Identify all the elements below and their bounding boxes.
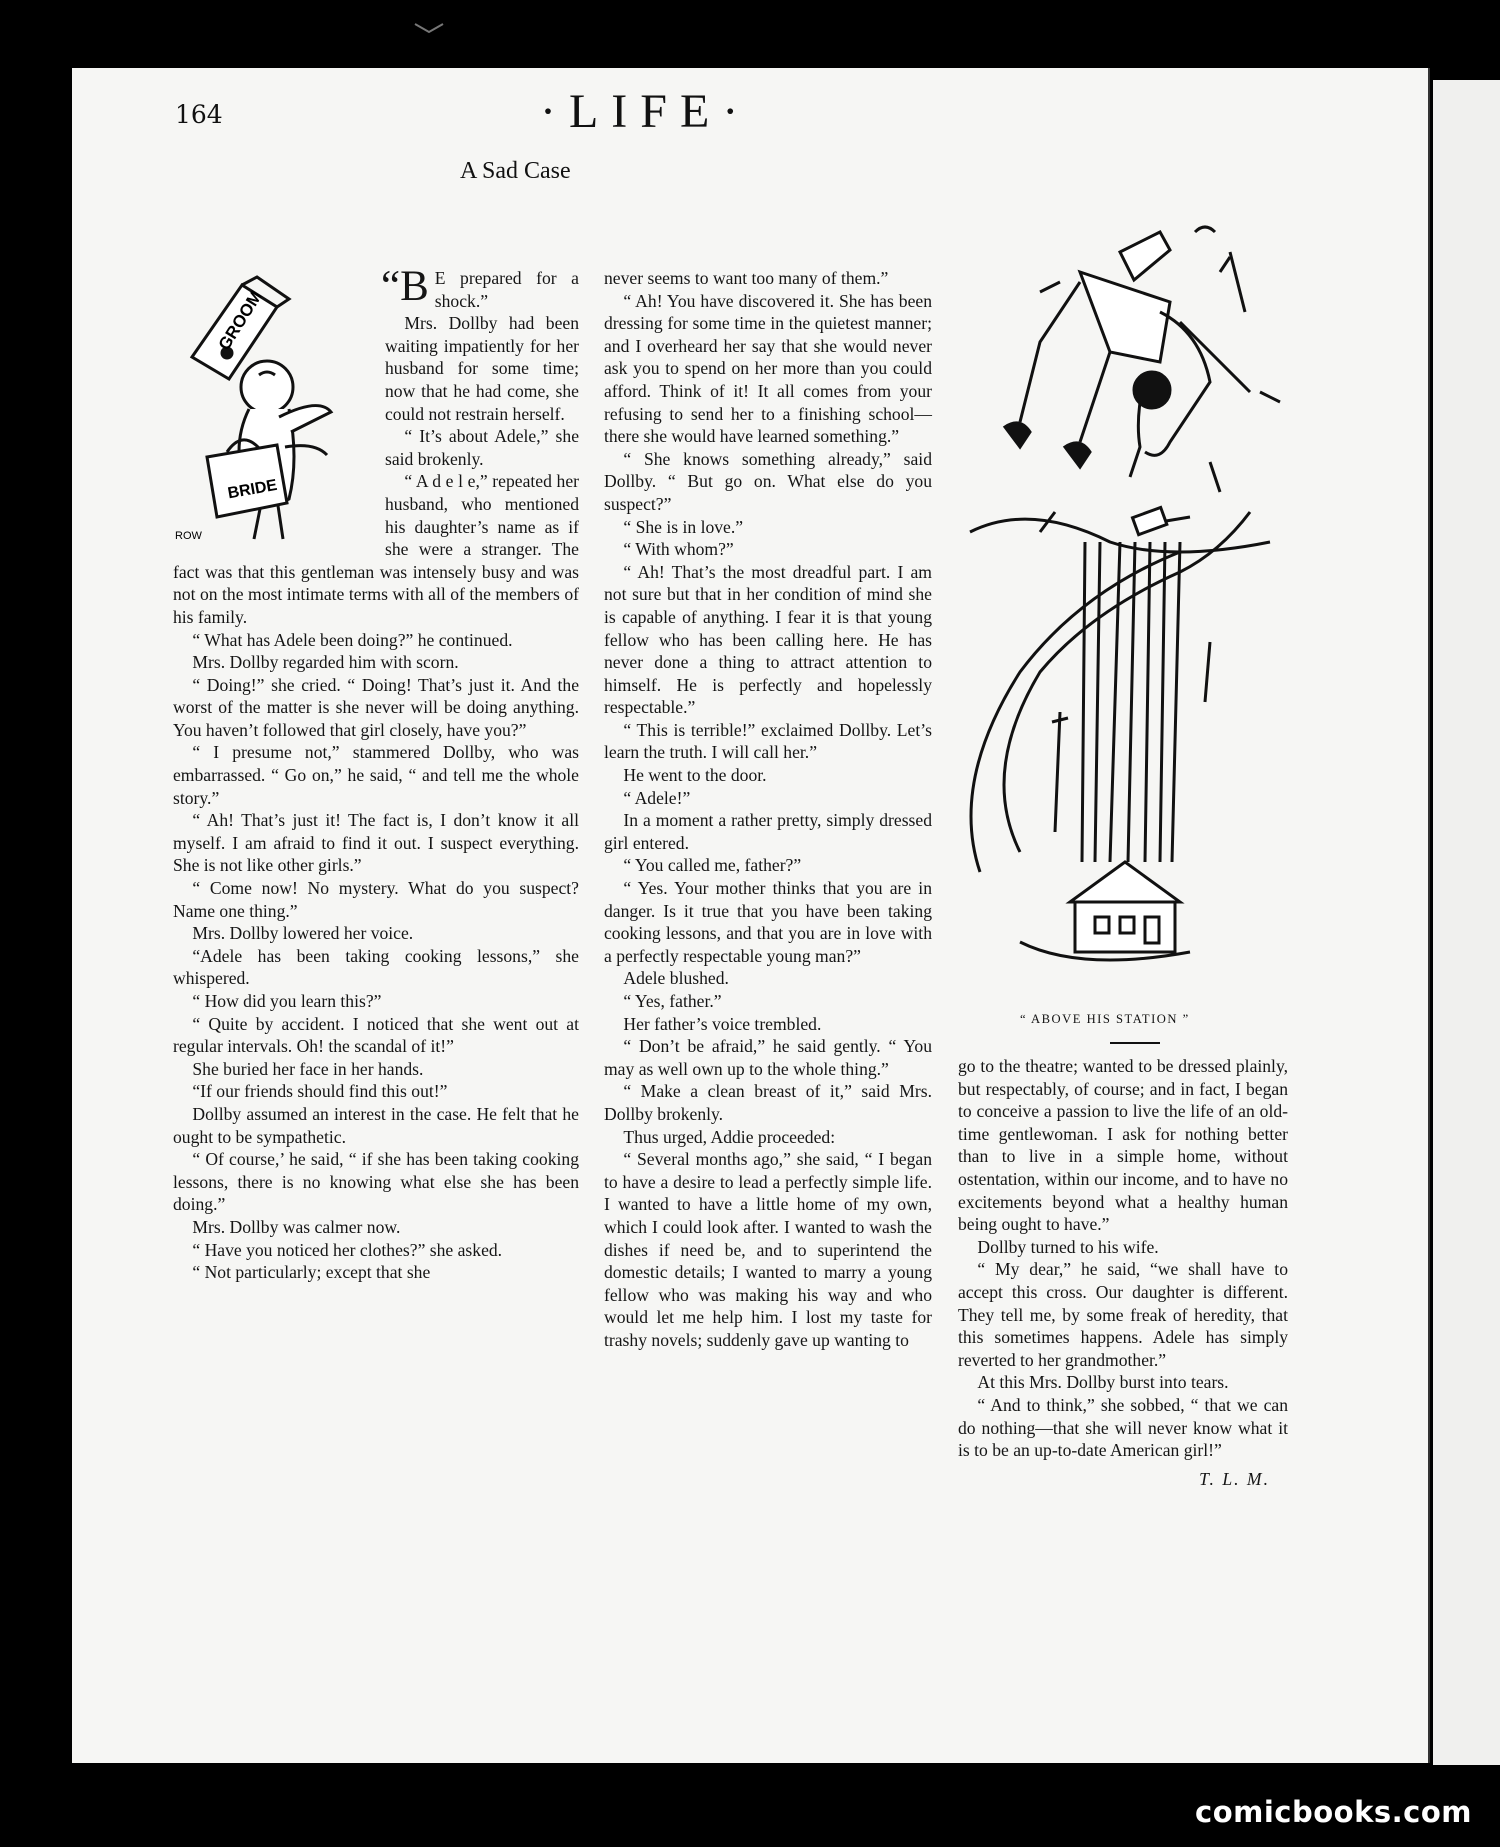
paragraph: “ Yes. Your mother thinks that you are in danger. Is it true that you have been taking cooking lessons, and that you are in love with a perfectly respectable young man?” — [604, 878, 932, 966]
paragraph: “ Adele!” — [623, 787, 691, 808]
paragraph: “ And to think,” she sobbed, “ that we can do nothing—that she will never know what it is to be an up-to-date American girl!” — [958, 1394, 1288, 1461]
paragraph: “Adele has been taking cooking lessons,” she whispered. — [173, 945, 579, 989]
paragraph: “ I presume not,” stammered Dollby, who was embarrassed. “ Go on,” he said, “ and tell me the whole story.” — [173, 742, 579, 808]
paragraph: “ This is terrible!” exclaimed Dollby. Let’s learn the truth. I will call her.” — [604, 719, 932, 763]
paragraph: “ Ah! That’s just it! The fact is, I don’t know it all myself. I am afraid to find it out. I suspect everything. She is not like other girls.” — [173, 810, 579, 876]
paragraph: Dollby turned to his wife. — [977, 1236, 1159, 1257]
masthead: ·LIFE· — [540, 85, 752, 138]
paragraph: “ Not particularly; except that she — [192, 1262, 431, 1283]
article-column-3 — [958, 1055, 1288, 1490]
above-his-station-cartoon — [960, 212, 1290, 992]
paragraph: Her father’s voice trembled. — [623, 1013, 822, 1034]
paragraph: Dollby assumed an interest in the case. He felt that he ought to be sympathetic. — [173, 1103, 579, 1147]
scan-mark-icon — [414, 22, 444, 34]
paragraph: “ Make a clean breast of it,” said Mrs. Dollby brokenly. — [604, 1081, 932, 1124]
paragraph: “ It’s about Adele,” she said brokenly. — [385, 426, 579, 469]
paragraph: Mrs. Dollby lowered her voice. — [192, 923, 414, 944]
author-initials: T. L. M. — [1199, 1468, 1270, 1489]
paragraph: “ My dear,” he said, “we shall have to accept this cross. Our daughter is different. They tell me, by some freak of heredity, that this sometimes happens. Adele has simply reverted to her grandmother.” — [958, 1259, 1288, 1370]
paragraph: “ She knows something already,” said Dollby. “ But go on. What else do you suspect?” — [604, 448, 932, 514]
article-column-2 — [604, 267, 932, 1352]
paragraph: Mrs. Dollby regarded him with scorn. — [192, 652, 459, 673]
groom-label: GROOM — [214, 287, 266, 354]
paragraph: go to the theatre; wanted to be dressed plainly, but respectably, of course; and in fact, I began to conceive a passion to live the life of an old-time gentlewoman. I ask for nothing better than to live in a simple home, without ostentation, within our income, and to have no excitements beyond what a healthy human being ought to have.” — [958, 1056, 1288, 1235]
paragraph: “ Yes, father.” — [623, 991, 722, 1011]
paragraph: She buried her face in her hands. — [192, 1058, 424, 1079]
paragraph: “ Have you noticed her clothes?” she asked. — [192, 1239, 503, 1260]
paragraph: “ Don’t be afraid,” he said gently. “ You may as well own up to the whole thing.” — [604, 1036, 932, 1079]
paragraph: Thus urged, Addie proceeded: — [623, 1126, 836, 1147]
paragraph: “ With whom?” — [623, 539, 734, 560]
paragraph: Mrs. Dollby had been waiting impatiently for her husband for some time; now that he had come, she could not restrain herself. — [385, 313, 579, 424]
artist-signature: ROW — [175, 530, 202, 542]
next-page-edge — [1433, 80, 1500, 1765]
article-column-1 — [173, 263, 579, 1284]
paragraph: “If our friends should find this out!” — [192, 1081, 448, 1102]
paragraph: “ She is in love.” — [623, 516, 744, 537]
caption-divider — [1110, 1042, 1160, 1044]
paragraph: “ You called me, father?” — [623, 855, 802, 876]
paragraph: “ Doing!” she cried. “ Doing! That’s just it. And the worst of the matter is she never will be doing anything. You haven’t followed that girl closely, have you?” — [173, 674, 579, 740]
paragraph: never seems to want too many of them.” — [604, 268, 889, 288]
paragraph: “ Several months ago,” she said, “ I began to have a desire to lead a perfectly simple life. I wanted to have a little home of my own, which I could look after. I wanted to wash the dishes if need be, and to superintend the domestic details; I wanted to marry a young fellow who was making his way and who would let me help him. I lost my taste for trashy novels; suddenly gave up wanting to — [604, 1149, 932, 1350]
paragraph: “ What has Adele been doing?” he continued. — [192, 629, 513, 650]
paragraph: Mrs. Dollby was calmer now. — [192, 1216, 401, 1237]
paragraph: “ Ah! That’s the most dreadful part. I am not sure but that in her condition of mind she is capable of anything. I fear it is that young fellow who has been calling here. He has never done a thing to attract attention to himself. He is perfectly and hopelessly respectable.” — [604, 561, 932, 718]
paragraph-opening: “B E prepared for a shock.” — [381, 263, 579, 311]
paragraph: “ A d e l e,” repeated her husband, who mentioned his daughter’s name as if she were a stranger. The fact was that this gentleman was intensely busy and was not on the most intimate terms with all of the members of his family. — [173, 471, 579, 627]
paragraph: “ Quite by accident. I noticed that she went out at regular intervals. Oh! the scandal of it!” — [173, 1013, 579, 1057]
paragraph: At this Mrs. Dollby burst into tears. — [977, 1372, 1229, 1393]
paragraph: “ How did you learn this?” — [192, 991, 382, 1011]
site-watermark: comicbooks.com — [1195, 1795, 1472, 1829]
bride-label: BRIDE — [226, 476, 279, 503]
drop-cap: “B — [381, 263, 429, 310]
cartoon-caption: “ ABOVE HIS STATION ” — [1020, 1012, 1190, 1026]
paragraph: Adele blushed. — [623, 968, 729, 989]
paragraph: He went to the door. — [623, 765, 767, 786]
paragraph: “ Ah! You have discovered it. She has been dressing for some time in the quietest manner; and I overheard her say that she would never ask you to spend on her more than you could afford. Think of it! It all comes from your refusing to send her to a finishing school—there she would have learned something.” — [604, 290, 932, 447]
page-number: 164 — [175, 100, 223, 129]
paragraph: “ Of course,’ he said, “ if she has been taking cooking lessons, there is no knowing what else she has been doing.” — [173, 1149, 579, 1215]
article-title: A Sad Case — [460, 158, 571, 184]
paragraph: “ Come now! No mystery. What do you suspect? Name one thing.” — [173, 878, 579, 921]
paragraph: In a moment a rather pretty, simply dressed girl entered. — [604, 810, 932, 853]
cupid-illustration — [167, 267, 375, 543]
